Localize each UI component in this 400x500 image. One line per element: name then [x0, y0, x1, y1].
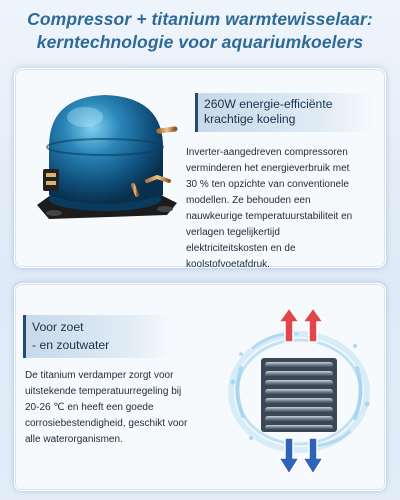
water-description — [25, 368, 215, 448]
compressor-illustration — [19, 77, 189, 247]
compressor-desc-line: verminderen het energieverbruik met — [186, 163, 350, 174]
compressor-card — [14, 68, 386, 268]
water-desc-line: De titanium verdamper zorgt voor — [25, 370, 174, 381]
water-desc-line: alle waterorganismen. — [25, 434, 123, 445]
compressor-desc-line: 30 % ten opzichte van conventionele — [186, 179, 349, 190]
compressor-desc-line: verlagen tegelijkertijd — [186, 227, 280, 238]
compressor-description — [186, 145, 382, 268]
compressor-desc-line: Inverter-aangedreven compressoren — [186, 147, 348, 158]
energy-title-line-1: 260W energie-efficiënte — [204, 97, 333, 111]
energy-efficiency-title — [195, 93, 375, 132]
heat-exchanger-illustration — [213, 288, 383, 488]
water-title-line-1: Voor zoet — [32, 320, 84, 334]
water-card — [14, 283, 386, 491]
heat-exchanger-coil — [261, 358, 337, 432]
energy-title-line-2: krachtige koeling — [204, 112, 296, 126]
water-desc-line: uitstekende temperatuurregeling bij — [25, 386, 182, 397]
water-desc-line: 20-26 ℃ en heeft een goede — [25, 402, 154, 413]
compressor-desc-line: modellen. Ze behouden een — [186, 195, 311, 206]
page-headline — [0, 8, 400, 54]
water-type-title — [23, 315, 173, 358]
compressor-desc-line: elektriciteitskosten en de — [186, 243, 296, 254]
compressor-desc-line: nauwkeurige temperatuurstabiliteit en — [186, 211, 353, 222]
water-title-line-2: - en zoutwater — [32, 338, 110, 352]
water-desc-line: corrosiebestendigheid, geschikt voor — [25, 418, 188, 429]
headline-line-1: Compressor + titanium warmtewisselaar: — [27, 9, 373, 29]
compressor-desc-line: koolstofvoetafdruk. — [186, 259, 270, 268]
headline-line-2: kerntechnologie voor aquariumkoelers — [36, 32, 364, 52]
